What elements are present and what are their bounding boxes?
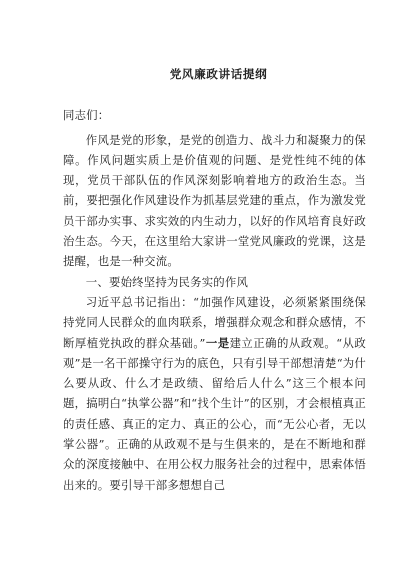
document-title: 党风廉政讲话提纲 (169, 67, 268, 81)
section-paragraph-emphasis: 一是 (205, 335, 230, 350)
section-paragraph (63, 292, 366, 495)
section-heading: 一、要始终坚持为民务实的作风 (85, 274, 249, 289)
section-paragraph-part2: 建立正确的从政观。“从政观”是一名干部操守行为的底色，只有引导干部想清楚“为什么要从政、什么才是政绩、留给后人什么”这三个根本问题，搞明白“执掌公器”和“找个生计”的区别，才会根植真正的责任感、真正的定力、真正的公心，而“无公心者，无以掌公器”。正确的从政观不是与生俱来的，是在不断地和群众的深度接触中、在用公权力服务社会的过程中，思索体悟出来的。要引导干部多想想自己 (63, 335, 366, 492)
intro-paragraph: 作风是党的形象，是党的创造力、战斗力和凝聚力的保障。作风问题实质上是价值观的问题、是党性纯不纯的体现，党员干部队伍的作风深刻影响着地方的政治生态。当前，要把强化作风建设作为抓基层党建的重点，作为激发党员干部办实事、求实效的内生动力，以好的作风培育良好政治生态。今天，在这里给大家讲一堂党风廉政的党课，这是提醒，也是一种交流。 (63, 132, 366, 269)
salutation: 同志们： (63, 108, 110, 123)
section-paragraph-part1: 习近平总书记指出：“加强作风建设，必须紧紧围绕保持党同人民群众的血肉联系，增强群众观念和群众感情，不断厚植党执政的群众基础。” (63, 294, 366, 350)
